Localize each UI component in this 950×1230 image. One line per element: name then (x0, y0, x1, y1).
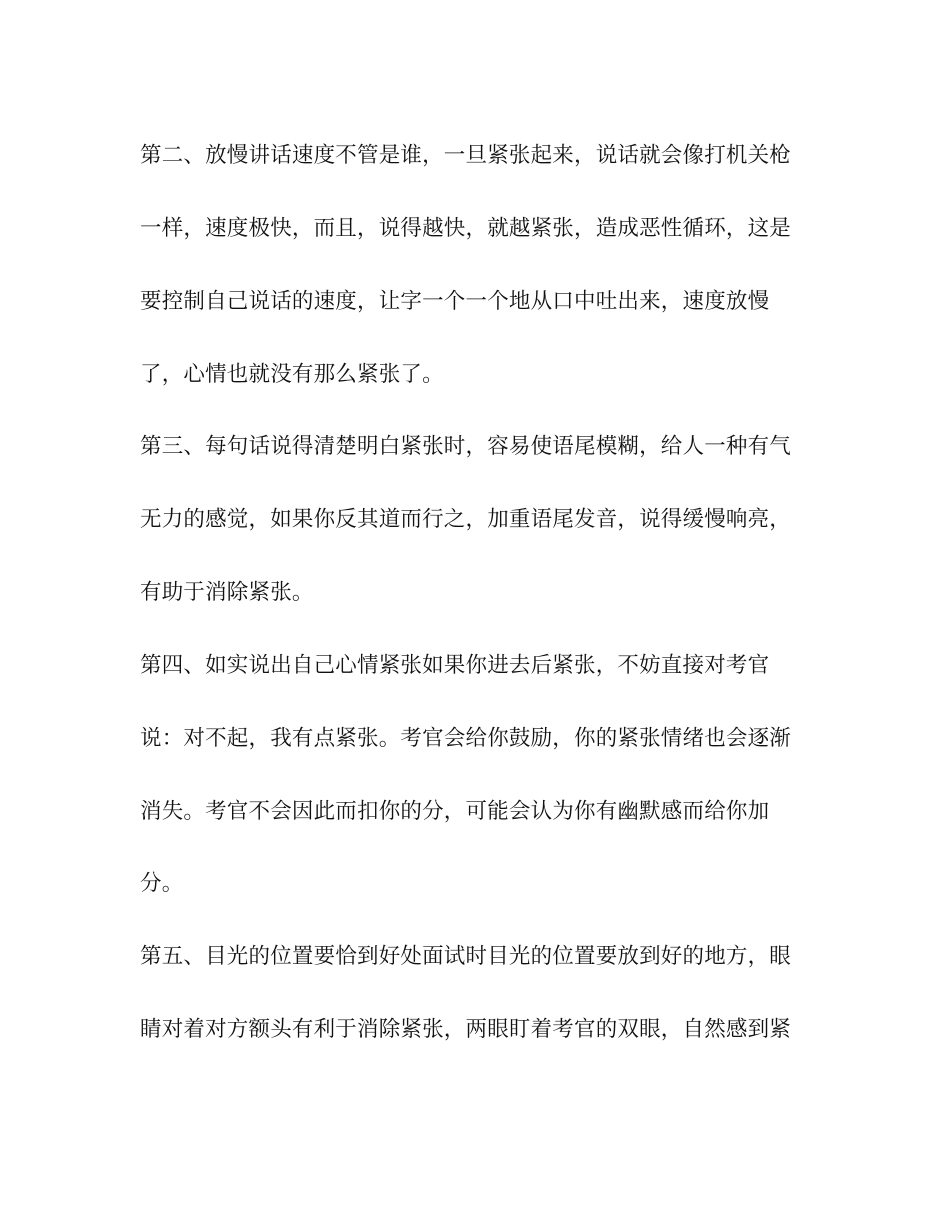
paragraph-5-line-1: 第五、目光的位置要恰到好处面试时目光的位置要放到好的地方，眼 (140, 944, 792, 969)
paragraph-2-line-3: 要控制自己说话的速度，让字一个一个地从口中吐出来，速度放慢 (140, 289, 770, 314)
paragraph-3-line-3: 有助于消除紧张。 (140, 580, 314, 605)
paragraph-4-line-2: 说：对不起，我有点紧张。考官会给你鼓励，你的紧张情绪也会逐渐 (140, 726, 792, 751)
paragraph-2-line-4: 了，心情也就没有那么紧张了。 (140, 362, 444, 387)
paragraph-4-line-1: 第四、如实说出自己心情紧张如果你进去后紧张，不妨直接对考官 (140, 653, 770, 678)
paragraph-2-line-1: 第二、放慢讲话速度不管是谁，一旦紧张起来，说话就会像打机关枪 (140, 143, 792, 168)
paragraph-5-line-2: 睛对着对方额头有利于消除紧张，两眼盯着考官的双眼，自然感到紧 (140, 1017, 792, 1042)
paragraph-2-line-2: 一样，速度极快，而且，说得越快，就越紧张，造成恶性循环，这是 (140, 216, 792, 241)
paragraph-4-line-3: 消失。考官不会因此而扣你的分，可能会认为你有幽默感而给你加 (140, 799, 770, 824)
paragraph-3-line-1: 第三、每句话说得清楚明白紧张时，容易使语尾模糊，给人一种有气 (140, 434, 792, 459)
paragraph-4-line-4: 分。 (140, 871, 184, 896)
paragraph-3-line-2: 无力的感觉，如果你反其道而行之，加重语尾发音，说得缓慢响亮， (140, 507, 792, 532)
